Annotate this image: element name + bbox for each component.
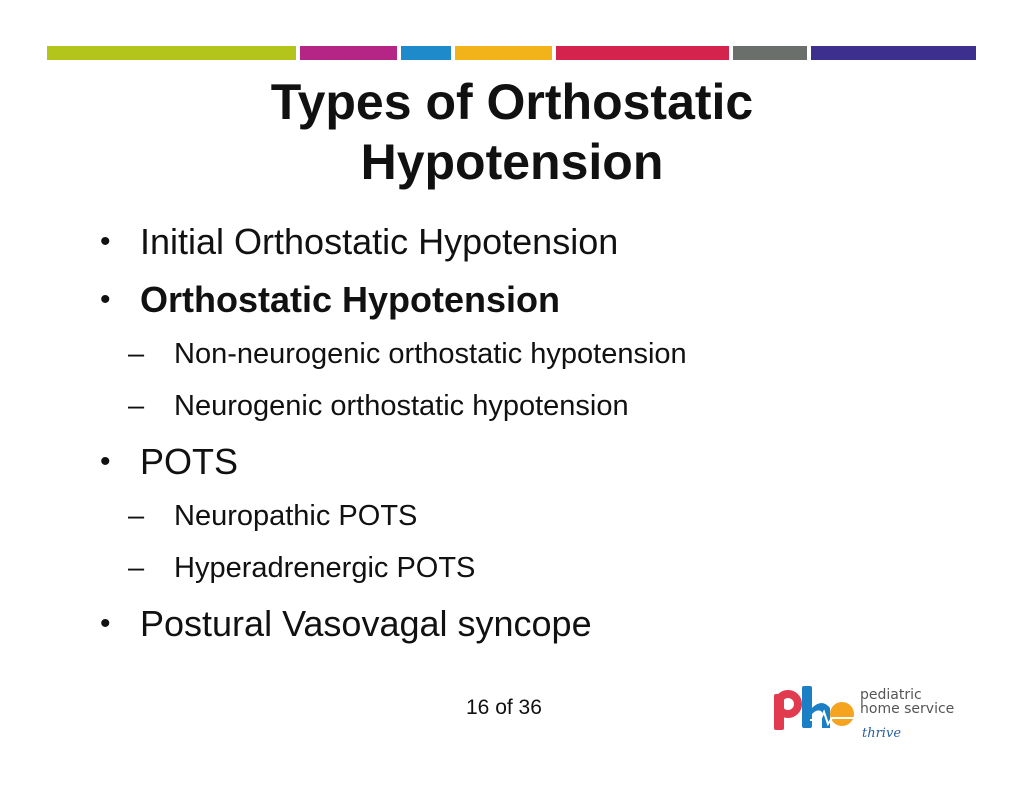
bullet-dot-icon: • — [100, 607, 111, 640]
color-segment-blue — [401, 46, 451, 60]
color-segment-yellow — [455, 46, 552, 60]
slide-title-line-2: Hypotension — [360, 134, 664, 190]
bullet-dot-icon: • — [100, 225, 111, 258]
logo-name-line-1: pediatric — [860, 687, 922, 703]
slide-title — [0, 72, 1024, 192]
logo-name-line-2: home service — [860, 701, 955, 717]
bullet-text: Orthostatic Hypotension — [140, 279, 561, 320]
color-segment-purple — [811, 46, 976, 60]
logo-p-bowl — [778, 694, 798, 714]
dash-icon: – — [128, 500, 145, 532]
logo-wordmark — [860, 688, 954, 716]
bullet-list — [100, 216, 960, 656]
logo-s-circle — [830, 702, 854, 726]
sub-bullet-text: Non-neurogenic orthostatic hypotension — [174, 338, 687, 370]
header-color-bar — [47, 46, 980, 60]
bullet-item — [100, 598, 960, 650]
phs-logo-mark-icon — [770, 684, 860, 740]
bullet-dot-icon: • — [100, 445, 111, 478]
slide-title-line-1: Types of Orthostatic — [270, 74, 754, 130]
dash-icon: – — [128, 390, 145, 422]
sub-bullet-item — [128, 546, 960, 590]
sub-bullet-text: Neuropathic POTS — [174, 500, 418, 532]
bullet-text: POTS — [140, 441, 239, 482]
logo-h-stem — [802, 686, 812, 728]
bullet-text: Postural Vasovagal syncope — [140, 603, 592, 644]
logo-tagline: thrive — [862, 726, 902, 741]
sub-bullet-text: Hyperadrenergic POTS — [174, 552, 476, 584]
bullet-item — [100, 216, 960, 268]
bullet-text: Initial Orthostatic Hypotension — [140, 221, 619, 262]
page-number: 16 of 36 — [466, 696, 542, 719]
sub-bullet-item — [128, 384, 960, 428]
color-segment-red — [556, 46, 729, 60]
color-segment-magenta — [300, 46, 397, 60]
bullet-item — [100, 436, 960, 488]
color-segment-green — [47, 46, 296, 60]
sub-bullet-item — [128, 494, 960, 538]
sub-bullet-item — [128, 332, 960, 376]
color-segment-gray — [733, 46, 807, 60]
sub-bullet-text: Neurogenic orthostatic hypotension — [174, 390, 629, 422]
bullet-item — [100, 274, 960, 326]
dash-icon: – — [128, 338, 145, 370]
bullet-dot-icon: • — [100, 283, 111, 316]
dash-icon: – — [128, 552, 145, 584]
pediatric-home-service-logo — [770, 684, 990, 744]
